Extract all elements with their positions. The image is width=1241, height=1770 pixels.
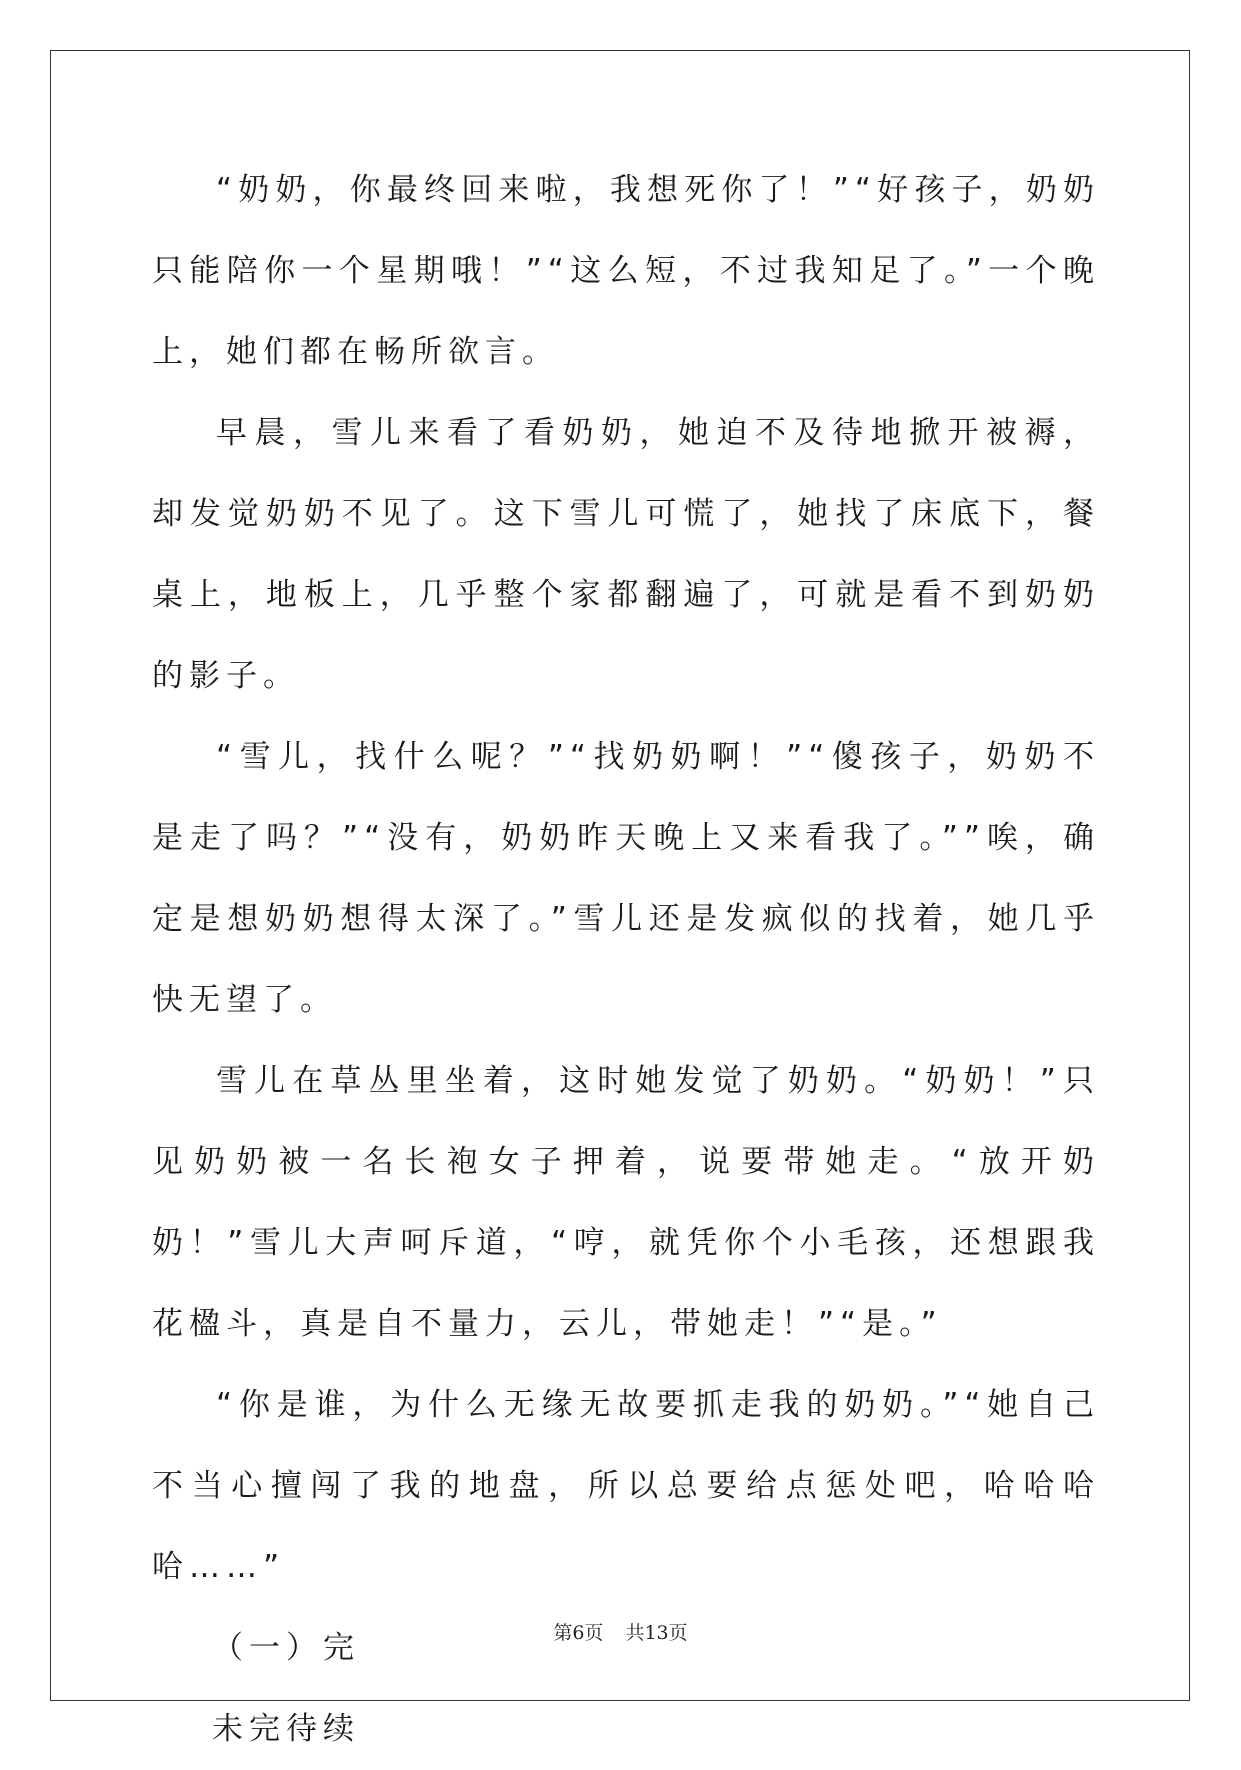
page-footer: [0, 1618, 1241, 1645]
paragraph-5: “你是谁，为什么无缘无故要抓走我的奶奶。”“她自己不当心擅闯了我的地盘，所以总要给点惩处吧，哈哈哈哈……”: [152, 1387, 1100, 1585]
paragraph-6: （一）完: [212, 1630, 360, 1666]
paragraph-2: 早晨，雪儿来看了看奶奶，她迫不及待地掀开被褥，却发觉奶奶不见了。这下雪儿可慌了，她找了床底下，餐桌上，地板上，几乎整个家都翻遍了，可就是看不到奶奶的影子。: [152, 415, 1100, 694]
page-number: 第6页: [553, 1622, 604, 1644]
document-body: [152, 150, 1100, 1770]
page-total: 共13页: [625, 1622, 688, 1644]
paragraph-4: 雪儿在草丛里坐着，这时她发觉了奶奶。“奶奶！”只见奶奶被一名长袍女子押着，说要带她走。“放开奶奶！”雪儿大声呵斥道，“哼，就凭你个小毛孩，还想跟我花楹斗，真是自不量力，云儿，带她走！”“是。”: [152, 1063, 1100, 1342]
paragraph-3: “雪儿，找什么呢？”“找奶奶啊！”“傻孩子，奶奶不是走了吗？”“没有，奶奶昨天晚上又来看我了。””唉，确定是想奶奶想得太深了。”雪儿还是发疯似的找着，她几乎快无望了。: [152, 739, 1100, 1018]
paragraph-7: 未完待续: [212, 1711, 360, 1747]
paragraph-1: “奶奶，你最终回来啦，我想死你了！”“好孩子，奶奶只能陪你一个星期哦！”“这么短，不过我知足了。”一个晚上，她们都在畅所欲言。: [152, 172, 1100, 370]
